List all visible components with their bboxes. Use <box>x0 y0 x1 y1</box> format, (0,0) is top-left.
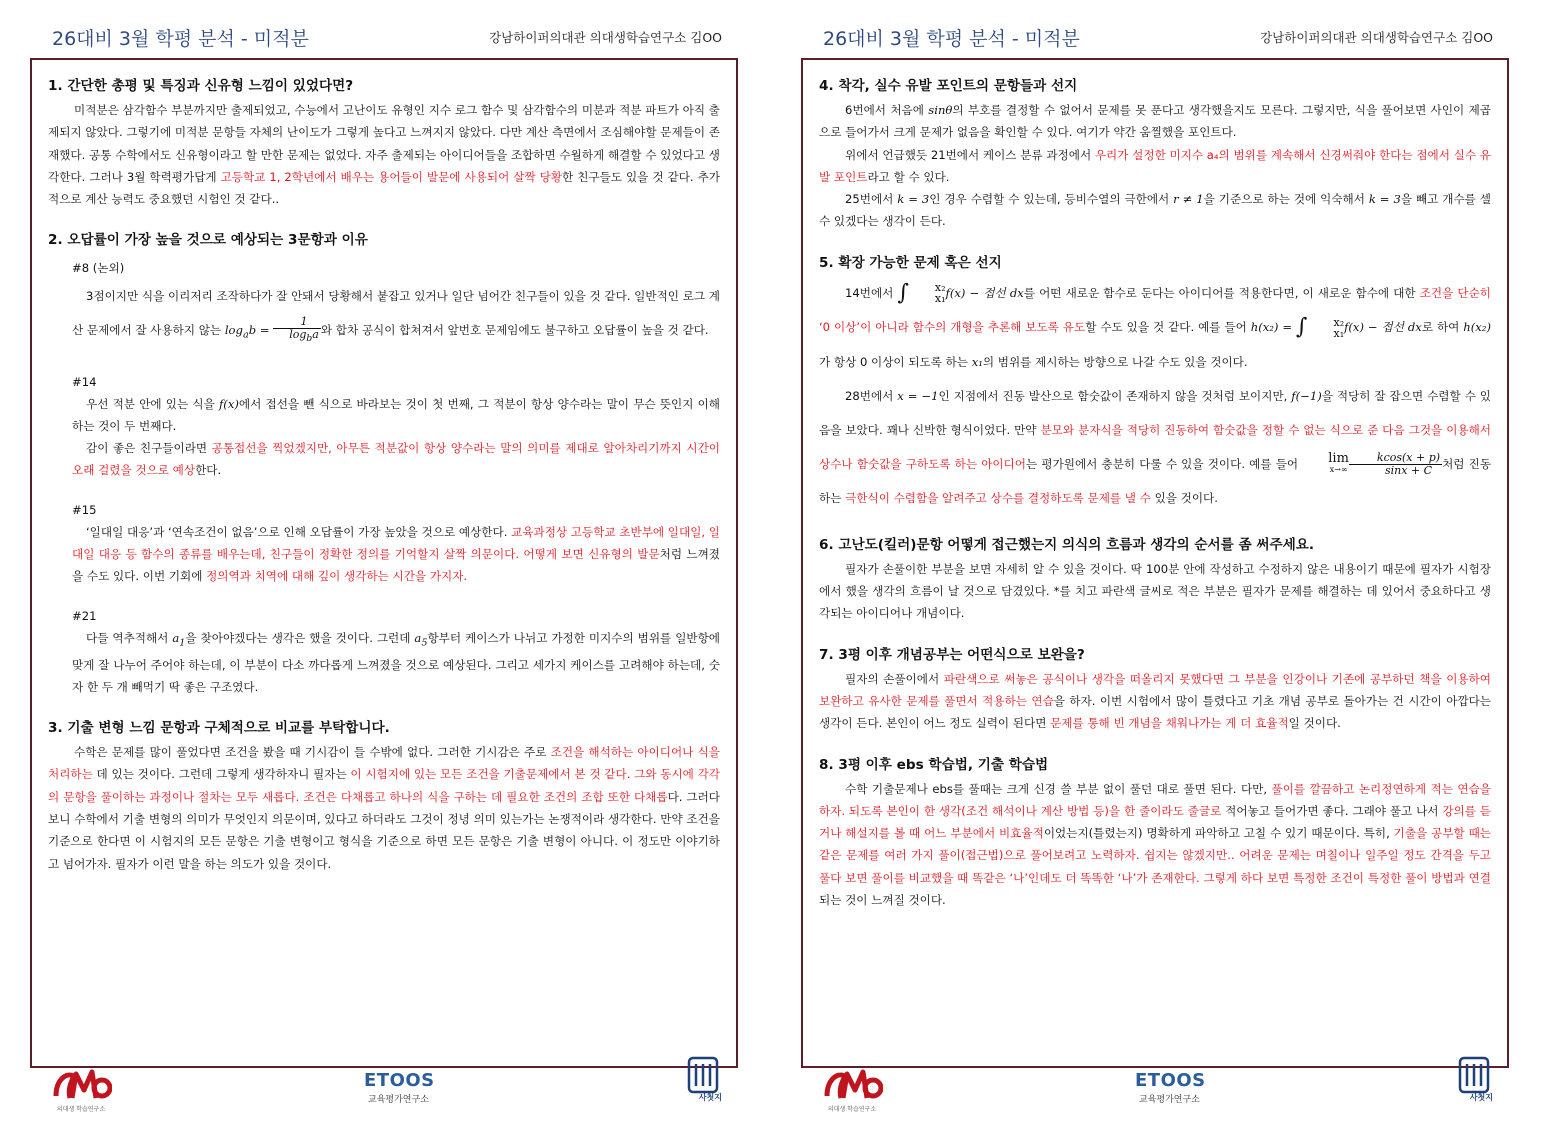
section-2-heading: 2. 오답률이 가장 높을 것으로 예상되는 3문항과 이유 <box>48 232 368 249</box>
institute-logo-caption: 의대생 학습연구소 <box>56 1106 106 1113</box>
section-4-text-3: 25번에서 k = 3인 경우 수렴할 수 있는데, 등비수열의 극한에서 r ≠ 1을 기준으로 하는 것에 익숙해서 k = 3을 빼고 개수를 셀 수 있겠다는 생각이 든다. <box>819 192 1491 229</box>
q21-text: 다들 역추적해서 $a_1$을 찾아야겠다는 생각은 했을 것이다. 그런데 $a_5$항부터 케이스가 나뉘고 가정한 미지수의 범위를 일반항에 맞게 잘 나누어 주어야 하는데, 이 부분이 다소 까다롭게 느껴졌을 것으로 예상된다. 그리고 세가지 케이스를 고려해야 하는데, 숫자 한 두 개 빼먹기 딱 좋은 구조였다. <box>72 630 721 695</box>
section-4-heading: 4. 착각, 실수 유발 포인트의 문항들과 선지 <box>819 78 1078 94</box>
author-line: 강남하이퍼의대관 의대생학습연구소 김OO <box>1260 30 1493 45</box>
page-right <box>793 0 1523 1125</box>
section-6-text: 필자가 손풀이한 부분을 보면 자세히 알 수 있을 것이다. 딱 100분 안에 작성하고 수정하지 않은 내용이기 때문에 필자가 시험장에서 했을 생각의 흐름이 날 것으로 담겼있다. *를 치고 파란색 글씨로 적은 부분은 필자가 문제를 해결하는 데 있어서 중요하다고 생각되는 아이디어나 개념이다. <box>819 561 1491 621</box>
q15-label: #15 <box>72 502 97 517</box>
section-3-heading: 3. 기출 변형 느낌 문항과 구체적으로 비교를 부탁합니다. <box>48 720 390 737</box>
section-7-text: 필자의 손풀이에서 파란색으로 써놓은 공식이나 생각을 떠올리지 못했다면 그 부분을 인강이나 기존에 공부하던 책을 이용하여 보완하고 유사한 문제를 풀면서 적용하는 연습을 하자. 이번 시험에서 많이 틀렸다고 기초 개념 공부로 돌아가는 건 시간이 아깝다는 생각이 든다. 본인이 어느 정도 실력이 된다면 문제를 통해 빈 개념을 채워나가는 게 더 효율적일 것이다. <box>819 671 1491 731</box>
page-left <box>22 0 752 1125</box>
author-line: 강남하이퍼의대관 의대생학습연구소 김OO <box>489 30 722 45</box>
institute-logo-caption: 의대생 학습연구소 <box>827 1106 877 1113</box>
q15-text: ‘일대일 대응’과 ‘연속조건이 없음’으로 인해 오답률이 가장 높았을 것으로 예상한다. 교육과정상 고등학교 초반부에 일대일, 일대일 대응 등 함수의 종류를 배우는데, 친구들이 정확한 정의를 기억할지 살짝 의문이다. 어떻게 보면 신유형의 발문처럼 느껴졌을 수도 있다. 이번 기회에 정의역과 치역에 대해 깊이 생각하는 시간을 가지자. <box>72 524 720 583</box>
section-1-heading: 1. 간단한 총평 및 특징과 신유형 느낌이 있었다면? <box>48 78 354 94</box>
etoos-logo-sub: 교육평가연구소 <box>368 1095 429 1105</box>
q21-block <box>72 605 720 698</box>
section-3-text: 수학은 문제를 많이 풀었다면 조건을 봤을 때 기시감이 들 수밖에 없다. 그러한 기시감은 주로 조건을 해석하는 아이디어나 식을 처리하는 데 있는 것이다. 그런데 그렇게 생각하자니 필자는 이 시험지에 있는 모든 조건을 기출문제에서 본 것 같다. 그와 동시에 각각의 문항을 풀이하는 과정이나 절차는 모두 새롭다. 조건은 다채롭고 하나의 식을 구하는 데 필요한 조건의 조합 또한 다채롭다. 그러다 보니 수학에서 기출 변형의 의미가 무엇인지 의문이며, 있다고 하더라도 그것이 정녕 의미 있는가는 논쟁적이라 생각한다. 만약 조건을 기준으로 한다면 이 시험지의 모든 문항은 기출 변형이고 형식을 기준으로 하면 모든 문항은 기출 변형이 아니다. 이 정도만 이야기하고 넘어가자. 필자가 이런 말을 하는 의도가 있을 것이다. <box>48 745 720 871</box>
page-title: 26대비 3월 학평 분석 - 미적분 <box>52 28 309 50</box>
q14-text-1: 우선 적분 안에 있는 식을 f(x)에서 접선을 뺀 식으로 바라보는 것이 첫 번째, 그 적분이 항상 양수라는 말이 무슨 뜻인지 이해하는 것이 두 번째다. <box>72 396 720 433</box>
section-1-text: 미적분은 삼각함수 부분까지만 출제되었고, 수능에서 고난이도 유형인 지수 로그 함수 및 삼각함수의 미분과 적분 파트가 아직 출제되지 않았다. 그렇기에 미적분 문항들 자체의 난이도가 그렇게 높다고 느껴지지 않았다. 다만 계산 측면에서 조심해야할 문제들이 존재했다. 공통 수학에서도 신유형이라고 할 만한 문제는 없었다. 자주 출제되는 아이디어들을 조합하면 수월하게 해결할 수 있었다고 생각한다. 그러나 3월 학력평가답게 고등학교 1, 2학년에서 배우는 용어들이 발문에 사용되어 살짝 당황한 친구들도 있을 것 같다. 추가적으로 계산 능력도 중요했던 시험인 것 같다.. <box>48 103 720 207</box>
q15-block <box>72 499 720 587</box>
etoos-logo: ETOOS <box>1135 1070 1206 1091</box>
page-footer <box>30 1052 738 1112</box>
q14-block <box>72 371 720 481</box>
section-4-text-1: 6번에서 처음에 sinθ의 부호를 결정할 수 없어서 문제를 못 푼다고 생각했을지도 모른다. 그렇지만, 식을 풀어보면 사인이 제곱으로 들어가서 크게 문제가 없음을 확인할 수 있다. 여기가 약간 움찔했을 포인트다. <box>819 103 1491 140</box>
q8-block <box>72 257 720 352</box>
q8-text: 3점이지만 식을 이리저리 조작하다가 잘 안돼서 당황해서 붙잡고 있거나 일단 넘어간 친구들이 있을 것 같다. 일반적인 로그 계산 문제에서 잘 사용하지 않는 $\log_ab$ = $\frac{1}{\log_ba}$ 와 합차 공식이 합쳐져서 앞번호 문제임에도 불구하고 오답률이 높을 것 같다. <box>72 289 720 345</box>
page-title: 26대비 3월 학평 분석 - 미적분 <box>823 28 1080 50</box>
emblem-caption: 사첫지 <box>698 1093 722 1102</box>
section-5-text-2: 28번에서 x = −1인 지점에서 진동 발산으로 함숫값이 존재하지 않을 것처럼 보이지만, f(−1)을 적당히 잘 잡으면 수렴할 수 있음을 보았다. 꽤나 신박한 형식이었다. 만약 분모와 분자식을 적당히 진동하여 함숫값을 정할 수 없는 식으로 준 다음 그것을 이용해서 상수나 함숫값을 구하도록 하는 아이디어는 평가원에서 충분히 다룰 수 있을 것이다. 예를 들어 lim x→∞ $\frac{kcos(x + p)}{\sin x + C}$ 처럼 진동하는 극한식이 수렴함을 알려주고 상수를 결정하도록 문제를 낼 수 있을 것이다. <box>819 388 1492 505</box>
page-footer <box>801 1052 1509 1112</box>
q8-label: #8 (논외) <box>72 261 125 276</box>
page-header <box>799 22 1517 56</box>
section-8-text: 수학 기출문제나 ebs를 풀때는 크게 신경 쓸 부분 없이 풀던 대로 풀면 된다. 다만, 풀이를 깔끔하고 논리정연하게 적는 연습을 하자. 되도록 본인이 한 생각(조건 해석이나 계산 방법 등)을 한 줄이라도 줄글로 적어놓고 들어가면 좋다. 그래야 풀고 나서 강의를 듣거나 해설지를 볼 때 어느 부분에서 비효율적이었는지(틀렸는지) 명확하게 파악하고 고칠 수 있기 때문이다. 특히, 기출을 공부할 때는 같은 문제를 여러 가지 풀이(접근법)으로 풀어보려고 노력하자. 쉽지는 않겠지만.. 어려운 문제는 며칠이나 일주일 정도 간격을 두고 풀다 보면 풀이를 비교했을 때 똑같은 ‘나’인데도 더 똑똑한 ‘나’가 존재한다. 그렇게 하다 보면 특정한 조건이 특정한 풀이 방법과 연결되는 것이 느껴질 것이다. <box>819 781 1492 908</box>
section-8-heading: 8. 3평 이후 ebs 학습법, 기출 학습법 <box>819 756 1049 773</box>
q21-label: #21 <box>72 608 97 623</box>
section-5-heading: 5. 확장 가능한 문제 혹은 선지 <box>819 254 1002 271</box>
section-6-heading: 6. 고난도(킬러)문항 어떻게 접근했는지 의식의 흐름과 생각의 순서를 좀 써주세요. <box>819 536 1315 553</box>
etoos-logo: ETOOS <box>364 1070 435 1091</box>
content-right <box>819 72 1491 911</box>
section-5-text-1: 14번에서 ∫ x₂ x₁ f(x) − 접선 dx를 어떤 새로운 함수로 둔다는 아이디어를 적용한다면, 이 새로운 함수에 대한 조건을 단순히 ‘0 이상’이 아니라 함수의 개형을 추론해 보도록 유도할 수도 있을 것 같다. 예를 들어 h(x₂) = ∫ x₂ x₁ f(x) − 접선 dx로 하여 h(x₂)가 항상 0 이상이 되도록 하는 x₁의 범위를 제시하는 방향으로 나갈 수도 있을 것이다. <box>819 280 1491 369</box>
q14-label: #14 <box>72 374 97 389</box>
etoos-logo-sub: 교육평가연구소 <box>1139 1095 1200 1105</box>
section-7-heading: 7. 3평 이후 개념공부는 어떤식으로 보완을? <box>819 646 1085 663</box>
page-header <box>28 22 746 56</box>
q14-text-2: 감이 좋은 친구들이라면 공통접선을 찍었겠지만, 아무튼 적분값이 항상 양수라는 말의 의미를 제대로 알아차리기까지 시간이 오래 걸렸을 것으로 예상한다. <box>72 440 720 477</box>
content-left <box>48 72 720 875</box>
section-4-text-2: 위에서 언급했듯 21번에서 케이스 분류 과정에서 우리가 설정한 미지수 a₄의 범위를 계속해서 신경써줘야 한다는 점에서 실수 유발 포인트라고 할 수 있다. <box>819 147 1491 184</box>
emblem-caption: 사첫지 <box>1469 1093 1493 1102</box>
